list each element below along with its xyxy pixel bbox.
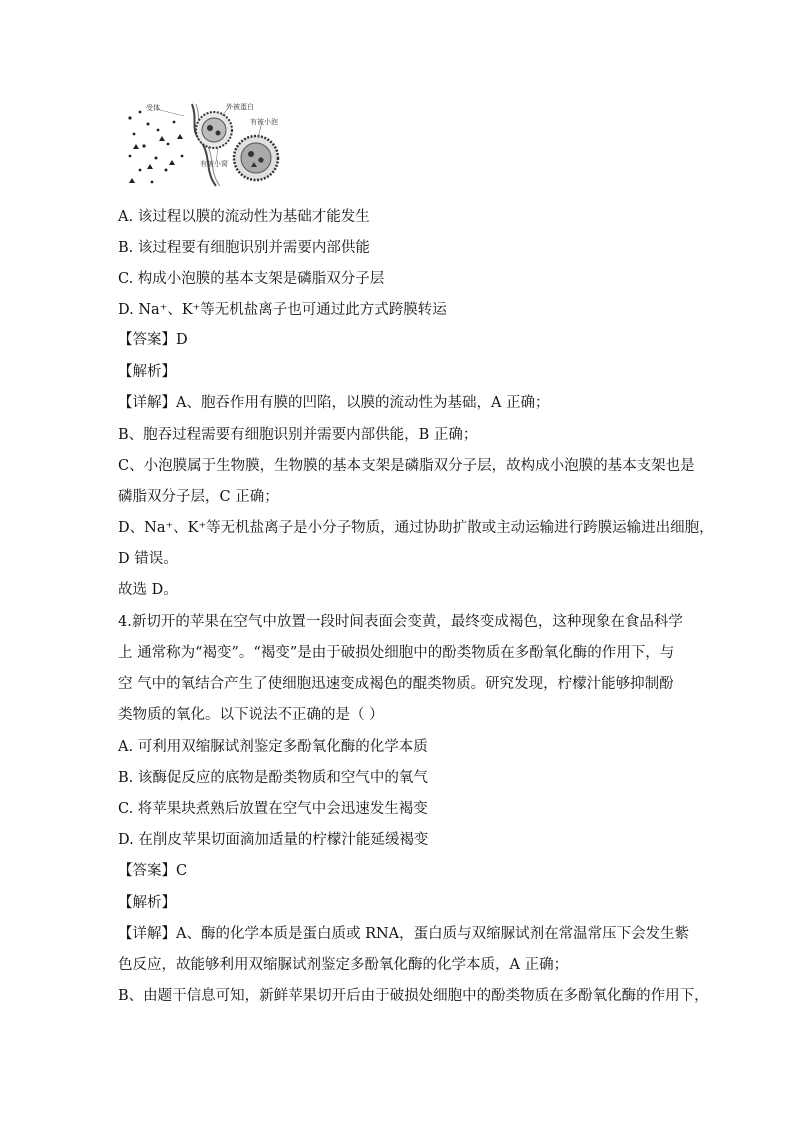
- detail-line: 色反应，故能够利用双缩脲试剂鉴定多酚氧化酶的化学本质，A 正确；: [118, 957, 569, 973]
- endocytosis-diagram: [122, 100, 282, 190]
- label-coated-vesicle: 有被小泡: [250, 118, 278, 126]
- question-stem: 空 气中的氧结合产生了使细胞迅速变成褐色的醌类物质。研究发现，柠檬汁能够抑制酚: [118, 676, 674, 692]
- question-stem: 上 通常称为“褐变”。“褐变”是由于破损处细胞中的酚类物质在多酚氧化酶的作用下，与: [118, 645, 675, 661]
- analysis-label: 【解析】: [118, 364, 176, 380]
- answer-label: 【答案】C: [118, 863, 188, 879]
- label-coat-protein: 外被蛋白: [226, 103, 254, 111]
- label-receptor: 受体: [146, 104, 160, 112]
- option-c: C. 将苹果块煮熟后放置在空气中会迅速发生褐变: [118, 801, 428, 817]
- conclusion-line: 故选 D。: [118, 582, 178, 598]
- option-d: D. 在削皮苹果切面滴加适量的柠檬汁能延缓褐变: [118, 832, 429, 848]
- detail-line: B、胞吞过程需要有细胞识别并需要内部供能，B 正确；: [118, 427, 478, 443]
- answer-label: 【答案】D: [118, 332, 188, 348]
- label-coated-pit: 有被小窝: [200, 160, 228, 168]
- option-a: A. 该过程以膜的流动性为基础才能发生: [118, 209, 370, 225]
- detail-line: 【详解】A、酶的化学本质是蛋白质或 RNA，蛋白质与双缩脲试剂在常温常压下会发生紫: [118, 926, 690, 942]
- option-b: B. 该酶促反应的底物是酚类物质和空气中的氧气: [118, 770, 428, 786]
- particles: [128, 111, 183, 184]
- analysis-label: 【解析】: [118, 895, 176, 911]
- option-a: A. 可利用双缩脲试剂鉴定多酚氧化酶的化学本质: [118, 739, 428, 755]
- option-d: D. Na⁺、K⁺等无机盐离子也可通过此方式跨膜转运: [118, 302, 447, 318]
- question-stem: 类物质的氧化。以下说法不正确的是（ ）: [118, 707, 384, 723]
- detail-line: B、由题干信息可知，新鲜苹果切开后由于破损处细胞中的酚类物质在多酚氧化酶的作用下，: [118, 988, 709, 1004]
- detail-line: D 错误。: [118, 551, 178, 567]
- detail-line: C、小泡膜属于生物膜，生物膜的基本支架是磷脂双分子层，故构成小泡膜的基本支架也是: [118, 458, 695, 474]
- detail-line: 【详解】A、胞吞作用有膜的凹陷，以膜的流动性为基础，A 正确；: [118, 395, 550, 411]
- option-c: C. 构成小泡膜的基本支架是磷脂双分子层: [118, 271, 385, 287]
- question-stem: 4.新切开的苹果在空气中放置一段时间表面会变黄，最终变成褐色，这种现象在食品科学: [118, 614, 683, 630]
- detail-line: D、Na⁺、K⁺等无机盐离子是小分子物质，通过协助扩散或主动运输进行跨膜运输进出细胞，: [118, 520, 714, 536]
- detail-line: 磷脂双分子层，C 正确；: [118, 489, 279, 505]
- option-b: B. 该过程要有细胞识别并需要内部供能: [118, 240, 370, 256]
